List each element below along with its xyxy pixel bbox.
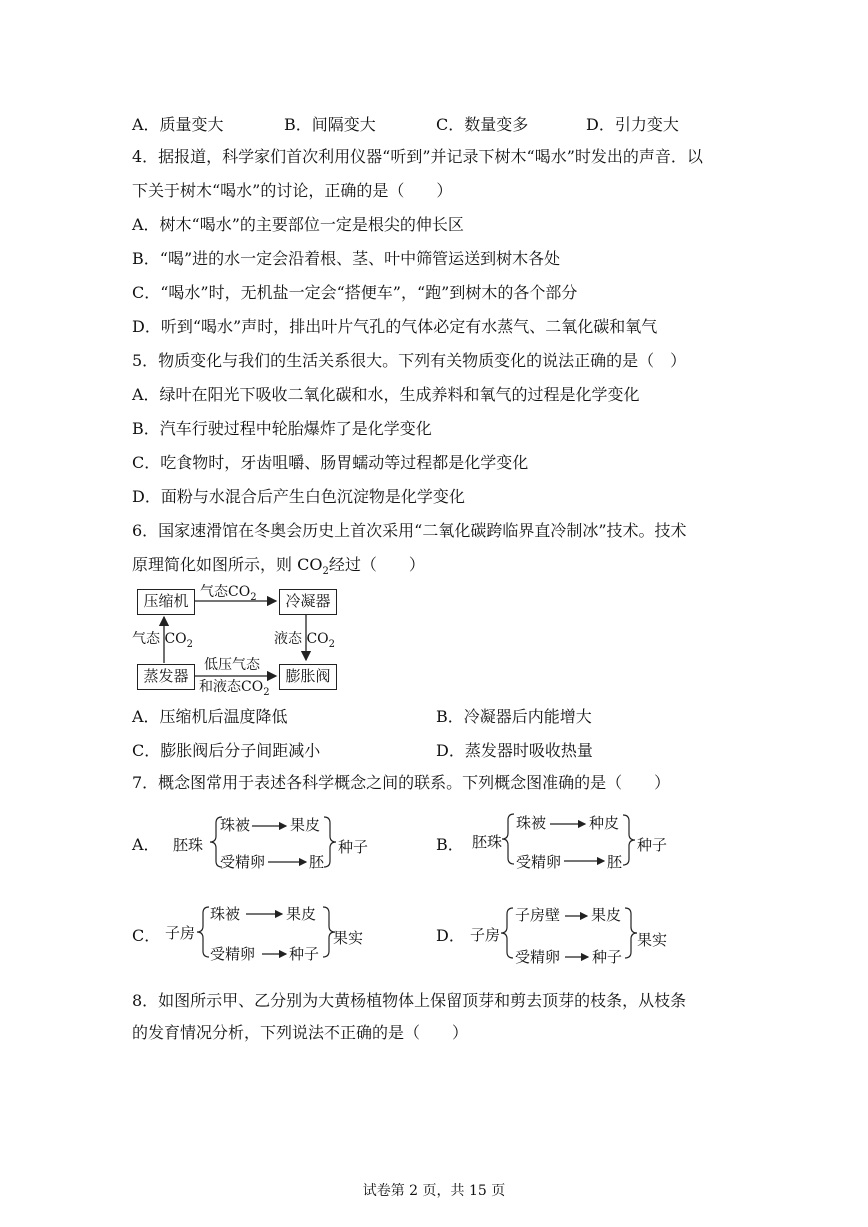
q7-map-b-bottom-from: 受精卵 [516,853,562,871]
arrow-label-low-pressure: 低压气态 [204,657,260,673]
q7-map-a-letter: A． [132,835,160,854]
q3-option-a: A．质量变大 [132,115,224,134]
q4-stem-line1: 4．据报道，科学家们首次利用仪器“听到”并记录下树木“喝水”时发出的声音．以 [132,147,703,166]
q7-map-a-root: 胚珠 [173,836,204,854]
q7-map-c-bottom-from: 受精卵 [210,945,256,963]
q7-map-c-letter: C． [132,926,161,945]
q7-map-a-bottom-to: 胚 [309,853,325,871]
q4-option-b: B．“喝”进的水一定会沿着根、茎、叶中筛管运送到树木各处 [132,249,561,268]
compressor-box: 压缩机 [137,589,195,615]
q7-map-d-bottom-from: 受精卵 [515,948,561,966]
q7-map-a-bottom-from: 受精卵 [220,853,266,871]
q7-stem: 7．概念图常用于表述各科学概念之间的联系。下列概念图准确的是（ ） [132,773,671,792]
q3-option-b: B．间隔变大 [284,115,376,134]
q7-map-d-top-from: 子房壁 [515,906,561,924]
q7-map-b-letter: B． [436,835,464,854]
q7-map-a-result: 种子 [338,838,369,856]
q4-stem-line2: 下关于树木“喝水”的讨论，正确的是（ ） [132,181,453,200]
q7-map-a-top-to: 果皮 [290,816,321,834]
q3-option-c: C．数量变多 [436,115,529,134]
q7-map-c-top-to: 果皮 [286,905,317,923]
q8-stem-line2: 的发育情况分析，下列说法不正确的是（ ） [132,1023,469,1042]
q7-map-b-result: 种子 [637,836,668,854]
q3-option-d: D．引力变大 [586,115,679,134]
q7-map-c-result: 果实 [333,929,364,947]
q6-stem-line1: 6．国家速滑馆在冬奥会历史上首次采用“二氧化碳跨临界直冷制冰”技术。技术 [132,521,687,540]
q6-option-d: D．蒸发器时吸收热量 [436,741,593,760]
q4-option-c: C．“喝水”时，无机盐一定会“搭便车”，“跑”到树木的各个部分 [132,283,578,302]
arrow-label-gas-co2-top: 气态$CO_2$ [200,584,257,603]
q7-map-a-top-from: 珠被 [220,816,251,834]
q7-map-b-bottom-to: 胚 [607,853,623,871]
page-footer: 试卷第 2 页，共 15 页 [362,1183,506,1199]
q5-option-b: B．汽车行驶过程中轮胎爆炸了是化学变化 [132,419,432,438]
q7-map-b-top-from: 珠被 [516,814,547,832]
arrow-label-liquid-co2-bottom: 和液态$CO_2$ [199,679,270,698]
arrow-label-liquid-co2: 液态 $CO_2$ [274,631,336,650]
q4-option-d: D．听到“喝水”声时，排出叶片气孔的气体必定有水蒸气、二氧化碳和氧气 [132,317,658,336]
q8-stem-line1: 8．如图所示甲、乙分别为大黄杨植物体上保留顶芽和剪去顶芽的枝条，从枝条 [132,991,687,1010]
q5-stem: 5．物质变化与我们的生活关系很大。下列有关物质变化的说法正确的是（ ） [132,351,687,370]
q5-option-d: D．面粉与水混合后产生白色沉淀物是化学变化 [132,487,465,506]
expansion-valve-box: 膨胀阀 [279,664,337,690]
q7-map-c-bottom-to: 种子 [289,945,320,963]
q7-map-c-root: 子房 [165,924,196,942]
q7-map-d-bottom-to: 种子 [592,948,623,966]
q6-stem-line2: 原理简化如图所示，则 $CO_2$经过（ ） [132,555,425,578]
condenser-box: 冷凝器 [279,589,337,615]
q5-option-c: C．吃食物时，牙齿咀嚼、肠胃蠕动等过程都是化学变化 [132,453,529,472]
q6-option-c: C．膨胀阀后分子间距减小 [132,741,321,760]
q7-map-d-letter: D． [436,926,465,945]
q7-map-c-top-from: 珠被 [210,905,241,923]
q5-option-a: A．绿叶在阳光下吸收二氧化碳和水，生成养料和氧气的过程是化学变化 [132,385,640,404]
q4-option-a: A．树木“喝水”的主要部位一定是根尖的伸长区 [132,215,464,234]
q7-map-d-top-to: 果皮 [591,906,622,924]
q6-option-b: B．冷凝器后内能增大 [436,707,592,726]
evaporator-box: 蒸发器 [137,664,195,690]
q7-map-d-result: 果实 [637,931,668,949]
q7-map-b-top-to: 种皮 [589,814,620,832]
arrow-label-gas-co2-left: 气态 $CO_2$ [132,631,194,650]
q7-map-b-root: 胚珠 [472,833,503,851]
q6-option-a: A．压缩机后温度降低 [132,707,288,726]
q7-map-d-root: 子房 [470,926,501,944]
